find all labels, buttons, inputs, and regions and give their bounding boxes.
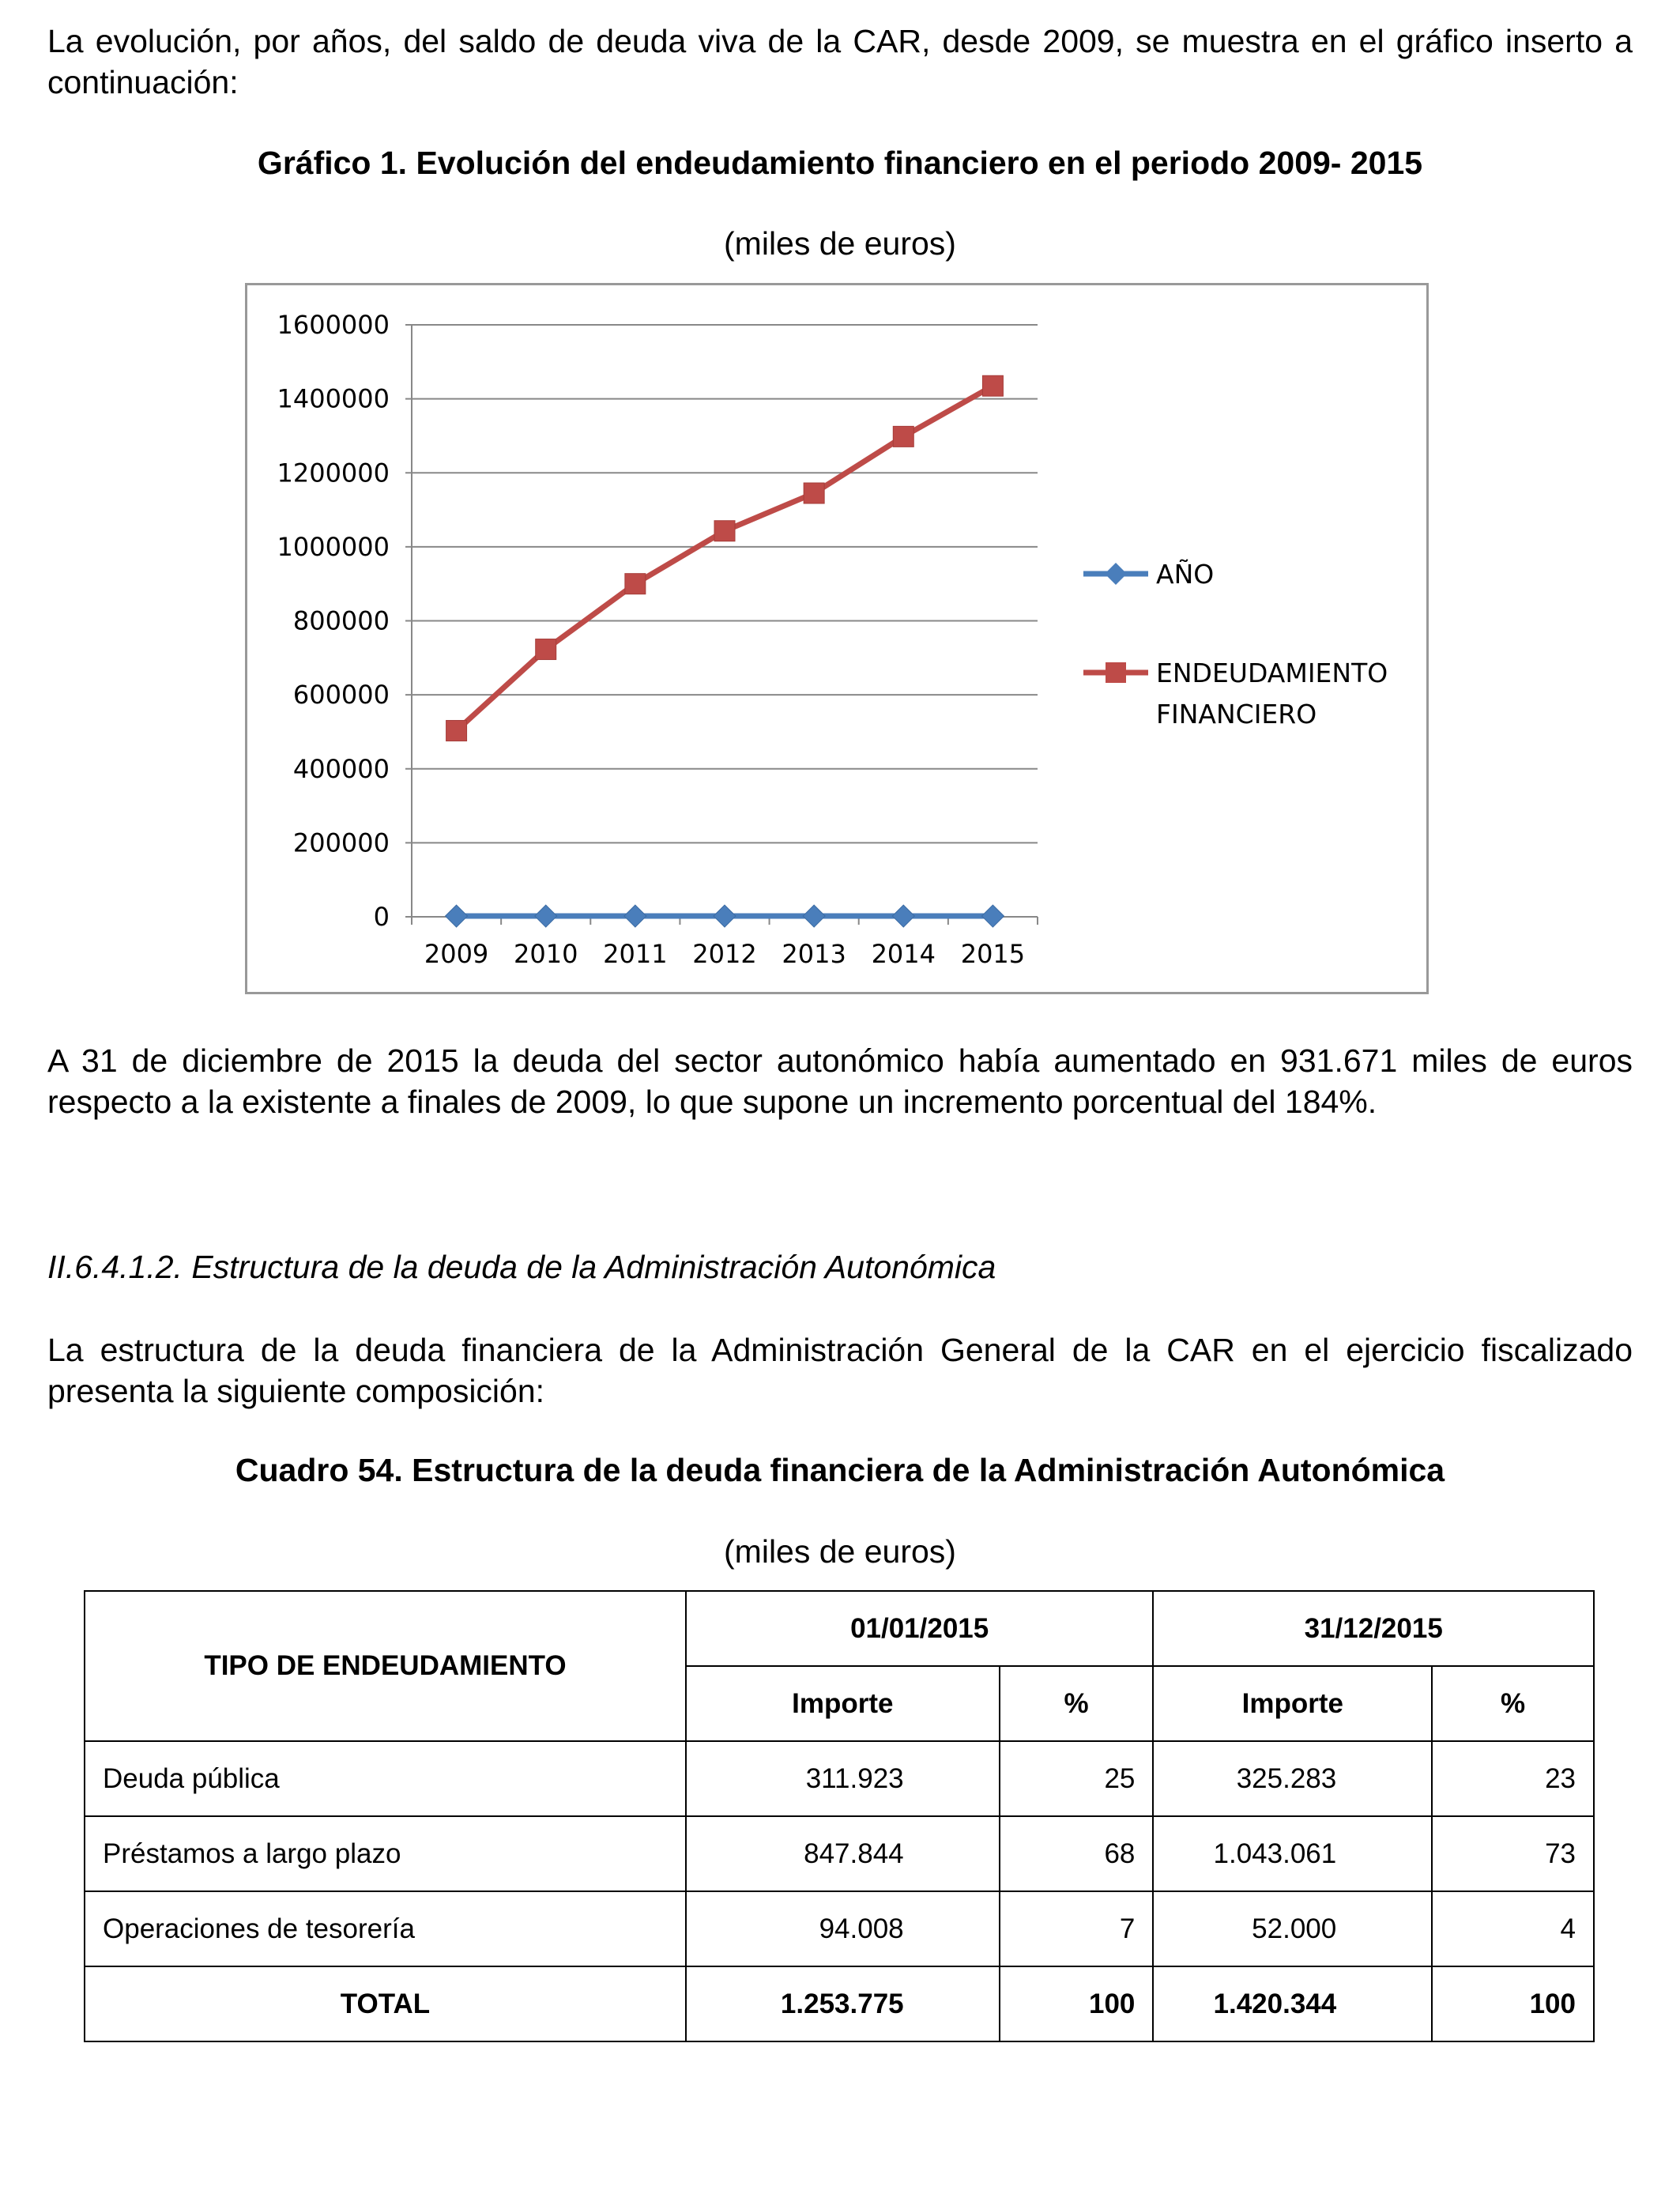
x-tick-label: 2013 — [782, 939, 846, 969]
row-importe-2: 52.000 — [1153, 1891, 1432, 1966]
legend-label-endeudamiento: ENDEUDAMIENTO — [1156, 658, 1388, 688]
legend-marker-ano — [1105, 563, 1127, 585]
section-intro-paragraph: La estructura de la deuda financiera de la Administración General de la CAR en el ejercicio fiscalizado presenta la siguiente composición: — [47, 1332, 1633, 1409]
header-pct-1: % — [1000, 1666, 1154, 1741]
y-tick-label: 1400000 — [277, 383, 390, 414]
data-point-square — [446, 721, 467, 741]
y-tick-label: 0 — [373, 902, 390, 932]
total-importe-2: 1.420.344 — [1153, 1966, 1432, 2041]
y-tick-label: 400000 — [292, 753, 390, 784]
total-importe-1: 1.253.775 — [686, 1966, 1000, 2041]
chart-title: Gráfico 1. Evolución del endeudamiento financiero en el periodo 2009- 2015 — [257, 145, 1423, 181]
data-point-diamond — [624, 905, 646, 927]
table-total-row — [85, 1966, 1594, 2041]
row-pct-1: 25 — [1000, 1741, 1154, 1816]
row-importe-1: 847.844 — [686, 1816, 1000, 1891]
y-tick-label: 600000 — [292, 680, 390, 711]
table-row — [85, 1891, 1594, 1966]
row-label: Deuda pública — [85, 1741, 686, 1816]
row-importe-1: 311.923 — [686, 1741, 1000, 1816]
legend-label-financiero: FINANCIERO — [1156, 699, 1317, 729]
legend-marker-endeudamiento — [1106, 662, 1126, 683]
row-importe-2: 325.283 — [1153, 1741, 1432, 1816]
table-row — [85, 1816, 1594, 1891]
table-header-row — [85, 1591, 1594, 1666]
data-point-square — [804, 483, 824, 503]
y-tick-label: 1200000 — [277, 458, 390, 488]
data-point-diamond — [535, 905, 557, 927]
data-point-square — [893, 426, 913, 447]
y-tick-label: 1600000 — [277, 310, 390, 340]
row-pct-2: 73 — [1432, 1816, 1594, 1891]
x-tick-label: 2014 — [871, 939, 936, 969]
line-chart — [245, 283, 1429, 994]
table-title: Cuadro 54. Estructura de la deuda financiera de la Administración Autonómica — [235, 1452, 1445, 1488]
row-label: Operaciones de tesorería — [85, 1891, 686, 1966]
data-point-square — [982, 375, 1003, 396]
row-importe-2: 1.043.061 — [1153, 1816, 1432, 1891]
legend-label-ano: AÑO — [1156, 559, 1215, 590]
data-point-square — [714, 521, 735, 541]
header-date-1: 01/01/2015 — [686, 1591, 1153, 1666]
data-point-diamond — [892, 905, 914, 927]
y-tick-label: 200000 — [292, 827, 390, 858]
after-chart-paragraph: A 31 de diciembre de 2015 la deuda del sector autonómico había aumentado en 931.671 miles de euros respecto a la existente a finales de 2009, lo que supone un incremento porcentual del 184%. — [47, 1042, 1633, 1120]
row-pct-2: 23 — [1432, 1741, 1594, 1816]
header-pct-2: % — [1432, 1666, 1594, 1741]
header-tipo: TIPO DE ENDEUDAMIENTO — [85, 1591, 686, 1741]
data-point-diamond — [446, 905, 468, 927]
x-tick-label: 2009 — [424, 939, 489, 969]
y-tick-label: 1000000 — [277, 531, 390, 562]
x-tick-label: 2015 — [960, 939, 1026, 969]
data-point-diamond — [714, 905, 736, 927]
data-point-diamond — [803, 905, 825, 927]
total-pct-2: 100 — [1432, 1966, 1594, 2041]
header-importe-1: Importe — [686, 1666, 1000, 1741]
y-tick-label: 800000 — [292, 605, 390, 636]
table-row — [85, 1741, 1594, 1816]
row-importe-1: 94.008 — [686, 1891, 1000, 1966]
x-tick-label: 2012 — [692, 939, 757, 969]
row-pct-1: 68 — [1000, 1816, 1154, 1891]
row-pct-1: 7 — [1000, 1891, 1154, 1966]
debt-structure-table — [84, 1590, 1595, 2042]
intro-paragraph: La evolución, por años, del saldo de deuda viva de la CAR, desde 2009, se muestra en el gráfico inserto a continuación: — [47, 23, 1633, 100]
data-point-diamond — [981, 905, 1004, 927]
data-point-square — [625, 574, 646, 594]
x-tick-label: 2011 — [603, 939, 668, 969]
chart-canvas — [247, 285, 1426, 992]
x-tick-label: 2010 — [513, 939, 578, 969]
row-label: Préstamos a largo plazo — [85, 1816, 686, 1891]
section-heading: II.6.4.1.2. Estructura de la deuda de la Administración Autonómica — [47, 1249, 996, 1285]
row-pct-2: 4 — [1432, 1891, 1594, 1966]
header-importe-2: Importe — [1153, 1666, 1432, 1741]
table-units: (miles de euros) — [724, 1533, 956, 1570]
chart-units: (miles de euros) — [724, 225, 956, 262]
header-date-2: 31/12/2015 — [1153, 1591, 1594, 1666]
total-label: TOTAL — [85, 1966, 686, 2041]
data-point-square — [536, 639, 556, 660]
total-pct-1: 100 — [1000, 1966, 1154, 2041]
